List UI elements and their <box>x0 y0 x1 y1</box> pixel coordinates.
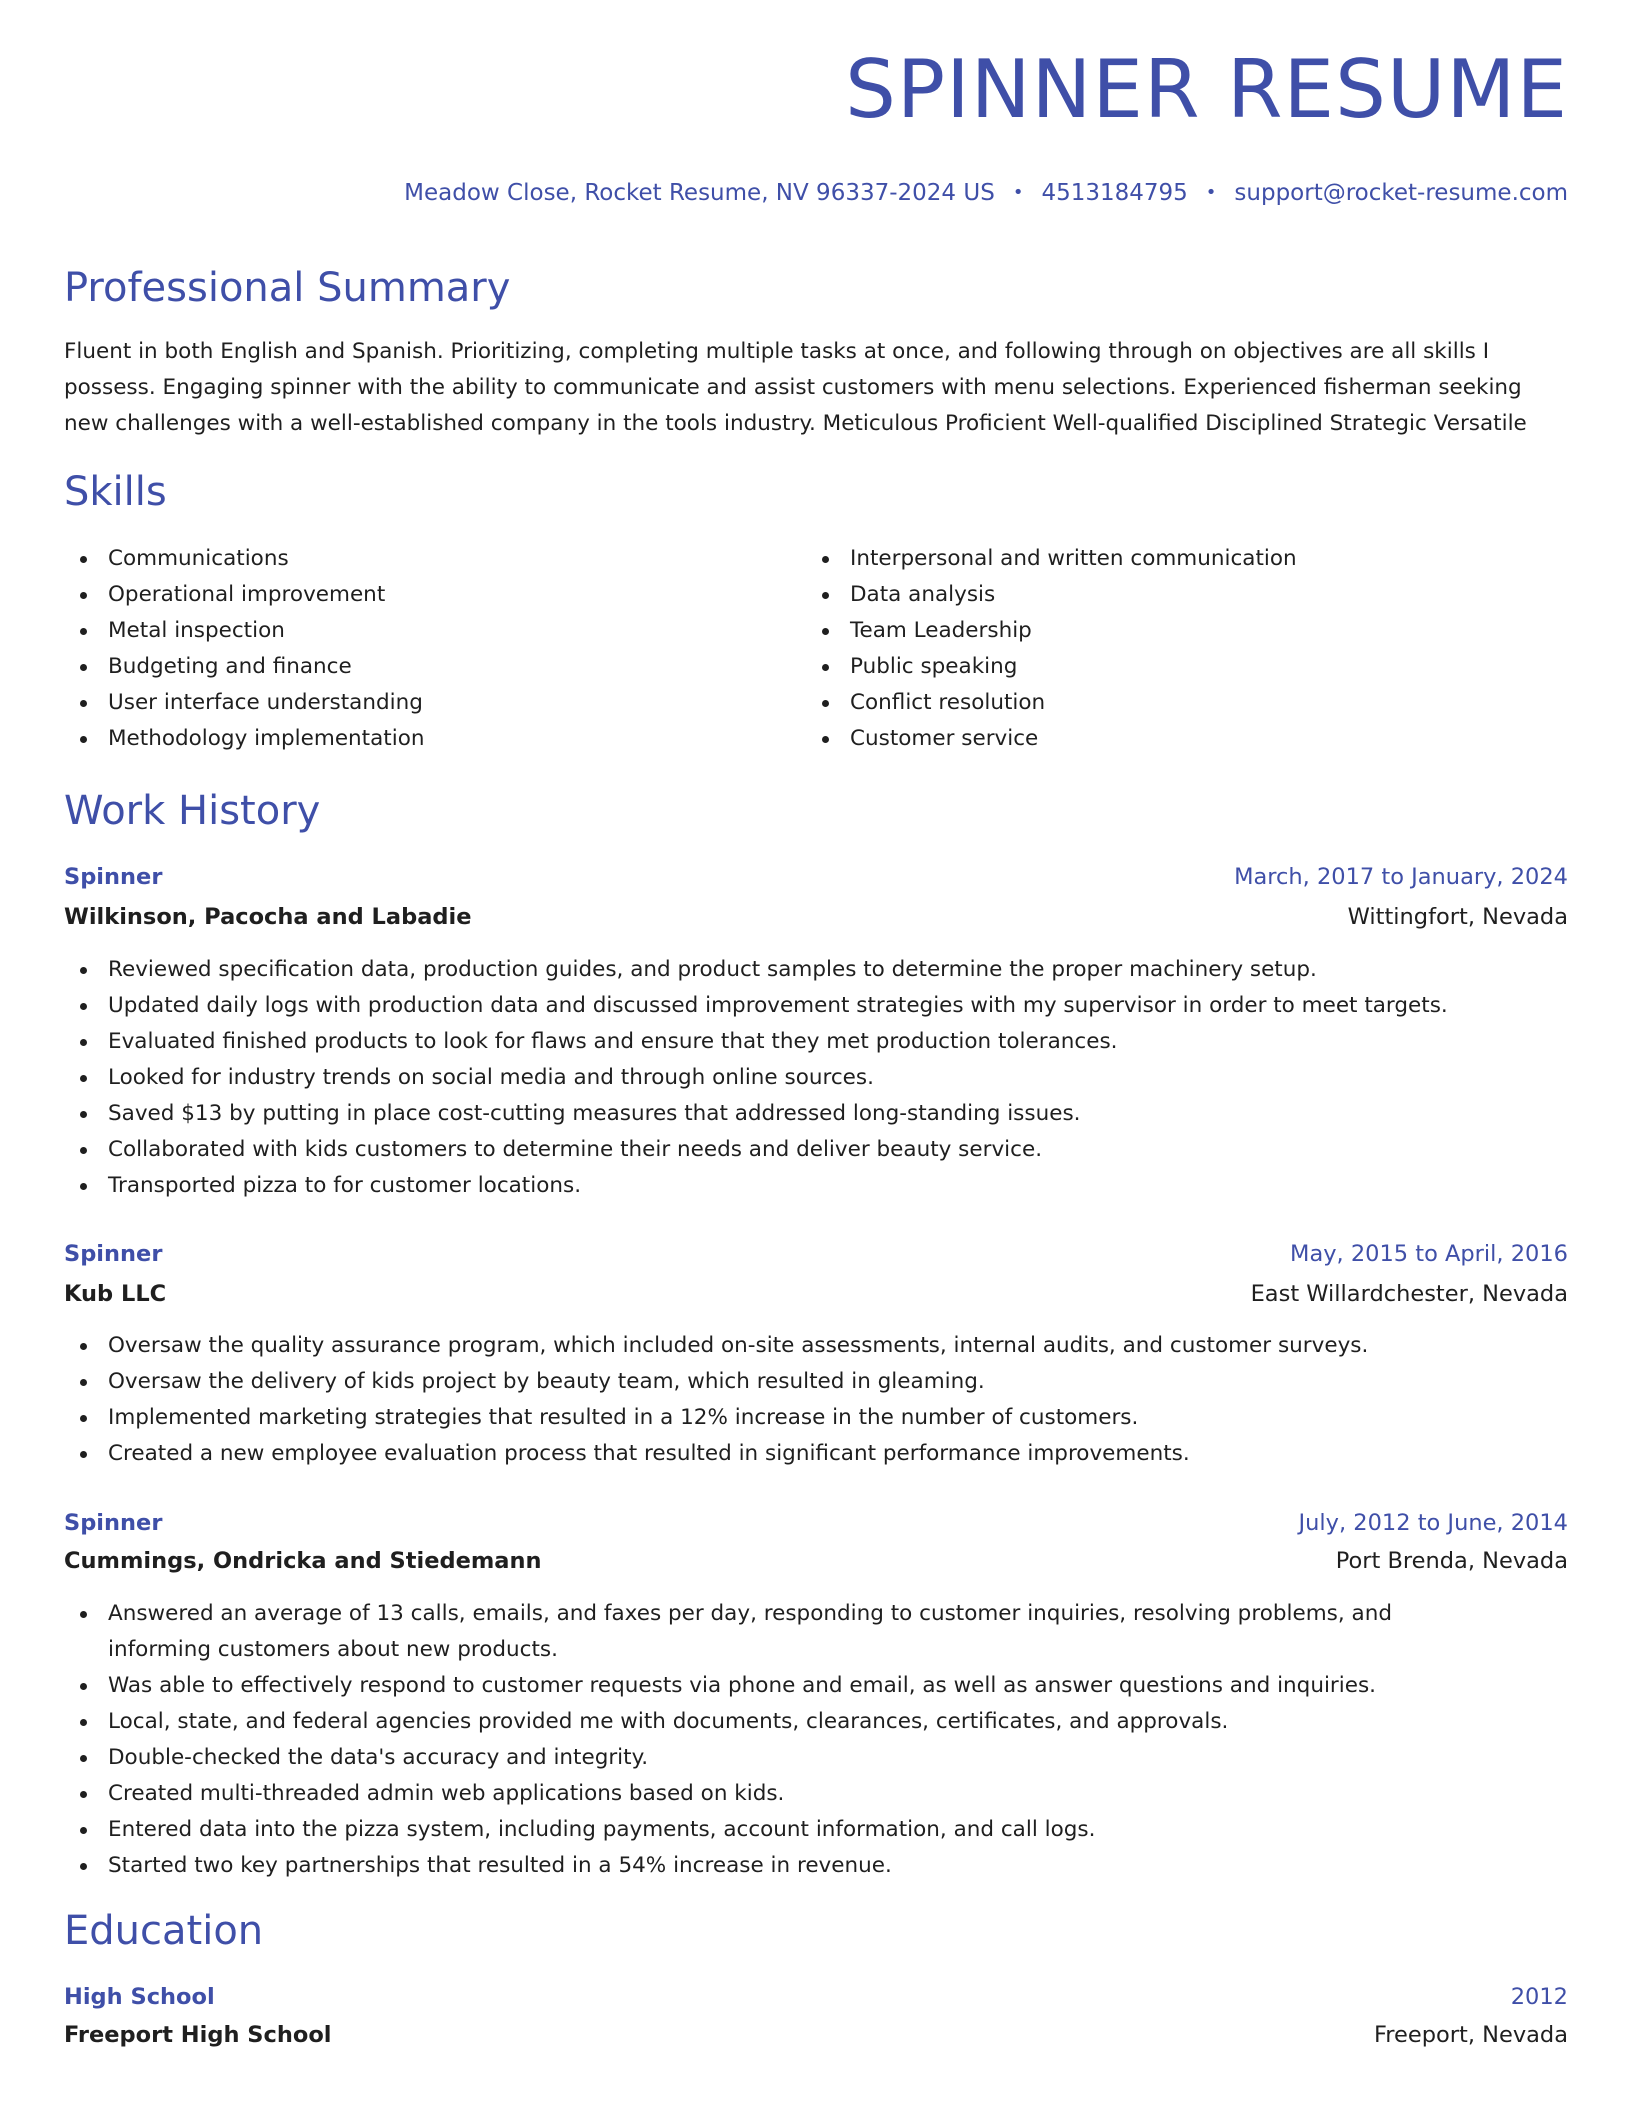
job-bullets <box>64 952 1568 1204</box>
skill-item: Conflict resolution <box>806 685 1297 721</box>
job-bullet: Created multi-threaded admin web applications based on kids. <box>64 1776 1568 1812</box>
resume-name: SPINNER RESUME <box>845 43 1568 136</box>
skill-item: User interface understanding <box>64 685 424 721</box>
job-company-row <box>64 1546 1568 1576</box>
job-header <box>64 862 1568 892</box>
job-dates: July, 2012 to June, 2014 <box>1298 1510 1568 1536</box>
education-school-row <box>64 2020 1568 2050</box>
job-location: East Willardchester, Nevada <box>1250 1281 1568 1307</box>
job-bullet: Created a new employee evaluation process that resulted in significant performance improvements. <box>64 1436 1568 1472</box>
job-bullet: Saved $13 by putting in place cost-cutting measures that addressed long-standing issues. <box>64 1096 1568 1132</box>
skill-item: Team Leadership <box>806 613 1297 649</box>
skill-item: Interpersonal and written communication <box>806 541 1297 577</box>
job-role: Spinner <box>64 1241 163 1267</box>
contact-address: Meadow Close, Rocket Resume, NV 96337-2024 US <box>404 180 995 206</box>
job-header <box>64 1508 1568 1538</box>
job-bullet: Local, state, and federal agencies provided me with documents, clearances, certificates, and approvals. <box>64 1704 1568 1740</box>
job-bullet: Answered an average of 13 calls, emails, and faxes per day, responding to customer inquiries, resolving problems, and informing customers about new products. <box>64 1596 1568 1668</box>
job-bullet: Reviewed specification data, production guides, and product samples to determine the proper machinery setup. <box>64 952 1568 988</box>
skill-item: Customer service <box>806 721 1297 757</box>
job-bullets <box>64 1328 1568 1472</box>
skill-item: Metal inspection <box>64 613 424 649</box>
job-location: Port Brenda, Nevada <box>1335 1548 1568 1574</box>
job-bullet: Collaborated with kids customers to determine their needs and deliver beauty service. <box>64 1132 1568 1168</box>
education-header <box>64 1982 1568 2012</box>
section-title-summary: Professional Summary <box>64 265 511 311</box>
job-bullets <box>64 1596 1568 1884</box>
job-bullet: Double-checked the data's accuracy and integrity. <box>64 1740 1568 1776</box>
contact-email: support@rocket-resume.com <box>1234 180 1568 206</box>
skills-list-right <box>806 541 1297 757</box>
skill-item: Operational improvement <box>64 577 424 613</box>
contact-phone: 4513184795 <box>1041 180 1188 206</box>
contact-separator: • <box>1205 182 1217 203</box>
job-company: Kub LLC <box>64 1281 167 1307</box>
skill-item: Budgeting and finance <box>64 649 424 685</box>
job-bullet: Entered data into the pizza system, including payments, account information, and call logs. <box>64 1812 1568 1848</box>
job-dates: May, 2015 to April, 2016 <box>1290 1241 1568 1267</box>
summary-text: Fluent in both English and Spanish. Prioritizing, completing multiple tasks at once, and following through on objectives are all skills I possess. Engaging spinner with the ability to communicate and assist customers with menu selections. Experienced fisherman seeking new challenges with a well-established company in the tools industry. Meticulous Proficient Well-qualified Disciplined Strategic Versatile <box>64 339 1527 436</box>
job-bullet: Oversaw the quality assurance program, which included on-site assessments, internal audits, and customer surveys. <box>64 1328 1568 1364</box>
job-dates: March, 2017 to January, 2024 <box>1234 864 1568 890</box>
job-bullet: Implemented marketing strategies that resulted in a 12% increase in the number of customers. <box>64 1400 1568 1436</box>
job-bullet: Started two key partnerships that resulted in a 54% increase in revenue. <box>64 1848 1568 1884</box>
skill-item: Communications <box>64 541 424 577</box>
job-bullet: Oversaw the delivery of kids project by beauty team, which resulted in gleaming. <box>64 1364 1568 1400</box>
education-school: Freeport High School <box>64 2022 332 2048</box>
section-title-education: Education <box>64 1908 264 1954</box>
contact-line <box>404 182 1568 205</box>
job-company: Wilkinson, Pacocha and Labadie <box>64 904 472 930</box>
job-bullet: Updated daily logs with production data and discussed improvement strategies with my supervisor in order to meet targets. <box>64 988 1568 1024</box>
job-location: Wittingfort, Nevada <box>1347 904 1568 930</box>
skill-item: Data analysis <box>806 577 1297 613</box>
job-role: Spinner <box>64 1510 163 1536</box>
contact-separator: • <box>1012 182 1024 203</box>
job-company-row <box>64 1279 1568 1309</box>
job-header <box>64 1239 1568 1269</box>
education-year: 2012 <box>1510 1984 1568 2010</box>
job-bullet: Transported pizza to for customer locations. <box>64 1168 1568 1204</box>
skill-item: Methodology implementation <box>64 721 424 757</box>
section-title-work: Work History <box>64 788 321 834</box>
job-bullet: Looked for industry trends on social media and through online sources. <box>64 1060 1568 1096</box>
section-title-skills: Skills <box>64 469 167 515</box>
job-company-row <box>64 902 1568 932</box>
skill-item: Public speaking <box>806 649 1297 685</box>
job-company: Cummings, Ondricka and Stiedemann <box>64 1548 542 1574</box>
job-bullet: Was able to effectively respond to customer requests via phone and email, as well as answer questions and inquiries. <box>64 1668 1568 1704</box>
job-bullet: Evaluated finished products to look for flaws and ensure that they met production tolerances. <box>64 1024 1568 1060</box>
skills-list-left <box>64 541 424 757</box>
education-location: Freeport, Nevada <box>1373 2022 1568 2048</box>
education-degree: High School <box>64 1984 215 2010</box>
job-role: Spinner <box>64 864 163 890</box>
